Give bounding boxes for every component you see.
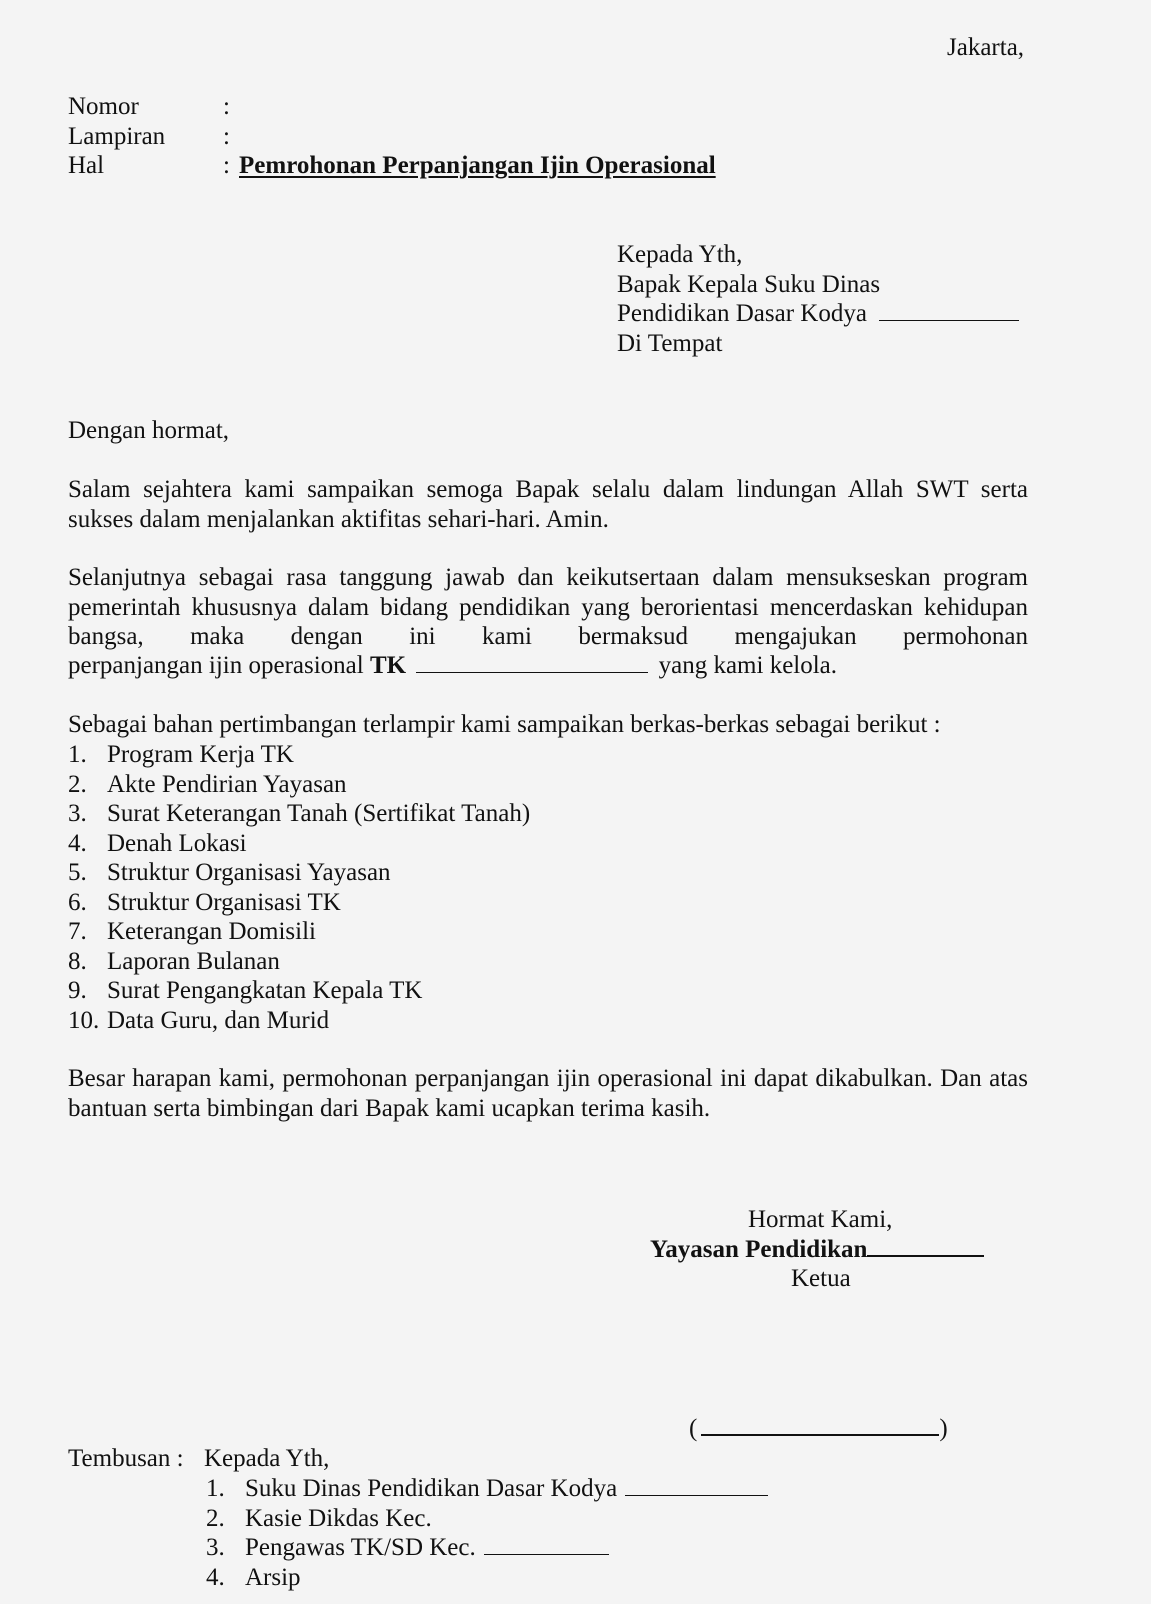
recipient-line: Bapak Kepala Suku Dinas — [617, 270, 881, 298]
signature-organization: Yayasan Pendidikan — [650, 1236, 868, 1263]
recipient-line-text: Pendidikan Dasar Kodya — [617, 300, 867, 327]
signature-closing: Hormat Kami, — [748, 1206, 893, 1233]
cc-label: Tembusan : — [68, 1445, 184, 1472]
recipient-block — [617, 240, 1019, 358]
blank-line — [625, 1494, 768, 1496]
signature-organization-line — [650, 1235, 984, 1265]
cc-intro: Kepada Yth, — [204, 1445, 330, 1472]
recipient-line: Kepada Yth, — [617, 241, 743, 268]
paragraph-request-tail — [68, 651, 837, 681]
list-item: 5. Struktur Organisasi Yayasan — [68, 859, 391, 886]
blank-line — [484, 1553, 609, 1555]
list-item: 3. Pengawas TK/SD Kec. — [206, 1533, 609, 1563]
attachments-list — [68, 740, 968, 1040]
field-sep-lampiran: : — [223, 122, 230, 150]
list-item: 9. Surat Pengangkatan Kepala TK — [68, 977, 423, 1004]
blank-line — [416, 671, 648, 673]
paragraph-request: Selanjutnya sebagai rasa tanggung jawab dan keikutsertaan dalam mensukseskan program pemerintah khususnya dalam bidang pendidikan yang berorientasi mencerdaskan kehidupan bangsa, maka dengan ini kami bermaksud mengajukan permohonan — [68, 564, 1028, 650]
list-item: 4. Arsip — [206, 1563, 301, 1591]
open-paren: ( — [689, 1415, 698, 1442]
close-paren: ) — [939, 1415, 948, 1442]
signature-name-line — [689, 1414, 948, 1444]
request-tail-tk: TK — [369, 652, 407, 679]
list-item: 8. Laporan Bulanan — [68, 947, 280, 975]
recipient-line: Di Tempat — [617, 329, 723, 357]
field-sep-hal: : — [223, 152, 230, 179]
subject-text: Pemrohonan Perpanjangan Ijin Operasional — [239, 152, 716, 179]
field-label-lampiran: Lampiran — [68, 122, 166, 150]
salutation: Dengan hormat, — [68, 417, 230, 444]
list-item: 7. Keterangan Domisili — [68, 918, 316, 945]
closing-paragraph: Besar harapan kami, permohonan perpanjangan ijin operasional ini dapat dikabulkan. Dan atas bantuan serta bimbingan dari Bapak kami ucapkan terima kasih. — [68, 1065, 1028, 1122]
list-item: 4. Denah Lokasi — [68, 829, 247, 857]
request-tail-post: yang kami kelola. — [658, 652, 838, 679]
signature-position: Ketua — [791, 1265, 851, 1292]
request-tail-pre: perpanjangan ijin operasional — [68, 652, 364, 679]
blank-line — [879, 319, 1019, 321]
field-label-hal: Hal — [68, 152, 105, 179]
list-item: 3. Surat Keterangan Tanah (Sertifikat Tanah) — [68, 800, 531, 827]
list-item: 1. Suku Dinas Pendidikan Dasar Kodya — [206, 1474, 768, 1504]
list-item: 1. Program Kerja TK — [68, 741, 294, 768]
place-date: Jakarta, — [947, 34, 1025, 61]
field-label-nomor: Nomor — [68, 93, 139, 120]
paragraph-greeting: Salam sejahtera kami sampaikan semoga Bapak selalu dalam lindungan Allah SWT serta sukses dalam menjalankan aktifitas sehari-hari. Amin. — [68, 476, 1028, 533]
list-item: 10. Data Guru, dan Murid — [68, 1006, 330, 1034]
blank-line — [867, 1254, 984, 1257]
cc-list — [206, 1474, 906, 1604]
attachments-intro: Sebagai bahan pertimbangan terlampir kami sampaikan berkas-berkas sebagai berikut : — [68, 711, 941, 738]
recipient-line — [617, 299, 1019, 329]
field-sep-nomor: : — [223, 93, 230, 120]
signature-blank — [701, 1433, 939, 1436]
list-item: 6. Struktur Organisasi TK — [68, 888, 341, 916]
list-item: 2. Kasie Dikdas Kec. — [206, 1504, 432, 1532]
list-item: 2. Akte Pendirian Yayasan — [68, 770, 347, 798]
